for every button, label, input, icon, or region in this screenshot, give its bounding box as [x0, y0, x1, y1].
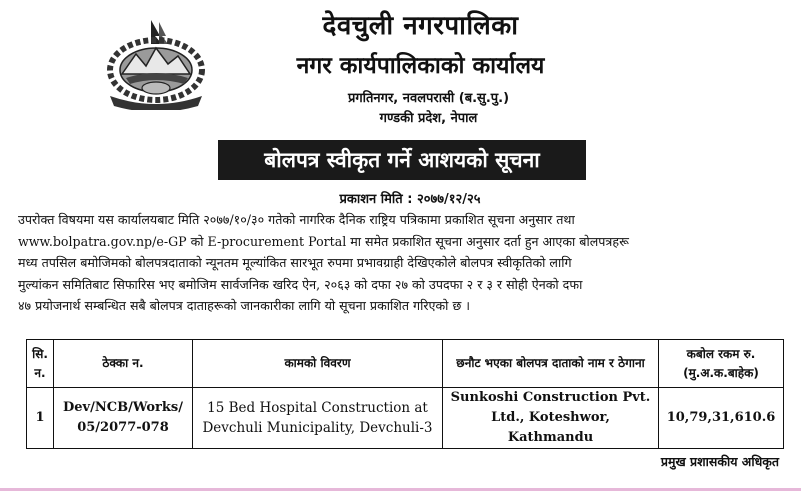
body-line: www.bolpatra.gov.np/e-GP को E-procurement Portal मा समेत प्रकाशित सूचना अनुसार दर्ता हुन आएका बोलपत्रहरू: [18, 233, 629, 249]
cell-amount: 10,79,31,610.6: [659, 388, 784, 449]
col-header-sn: सि. न.: [27, 340, 54, 388]
col-header-contract-no: ठेक्का न.: [54, 340, 193, 388]
office-address: प्रगतिनगर, नवलपरासी (ब.सु.पु.): [347, 91, 510, 106]
cell-description: 15 Bed Hospital Construction at Devchuli Municipality, Devchuli-3: [193, 388, 443, 449]
body-line: मध्य तपसिल बमोजिमको बोलपत्रदाताको न्यूनतम मूल्यांकित सारभूत रुपमा प्रभावग्राही देखिएकोले बोलपत्र स्वीकृतिको लागि: [18, 255, 572, 270]
office-province: गण्डकी प्रदेश, नेपाल: [379, 111, 478, 126]
publication-date: प्रकाशन मिति : २०७७/१२/२५: [339, 192, 481, 207]
bid-table: [26, 339, 784, 449]
col-header-description: कामको विवरण: [193, 340, 443, 388]
page-divider: [0, 488, 801, 491]
body-line: ४७ प्रयोजनार्थ सम्बन्धित सबै बोलपत्र दाताहरूको जानकारीका लागि यो सूचना प्रकाशित गरिएको छ ।: [18, 298, 471, 313]
cell-contract-no: Dev/NCB/Works/ 05/2077-078: [54, 388, 193, 449]
col-header-bidder: छनौट भएका बोलपत्र दाताको नाम र ठेगाना: [443, 340, 659, 388]
cell-bidder: Sunkoshi Construction Pvt. Ltd., Koteshwor, Kathmandu: [443, 388, 659, 449]
cell-sn: 1: [27, 388, 54, 449]
table-header-row: [27, 340, 784, 388]
office-name: नगर कार्यपालिकाको कार्यालय: [296, 53, 545, 79]
body-line: उपरोक्त विषयमा यस कार्यालयबाट मिति २०७७/१०/३० गतेको नागरिक दैनिक राष्ट्रिय पत्रिकामा प्रकाशित सूचना अनुसार तथा: [18, 212, 575, 227]
notice-title: बोलपत्र स्वीकृत गर्ने आशयको सूचना: [218, 140, 586, 180]
signoff: प्रमुख प्रशासकीय अधिकृत: [660, 454, 779, 469]
org-name: देवचुली नगरपालिका: [322, 11, 519, 41]
col-header-amount: कबोल रकम रु. (मु.अ.क.बाहेक): [659, 340, 784, 388]
notice-body: [18, 209, 784, 317]
body-line: मुल्यांकन समितिबाट सिफारिस भए बमोजिम सार्वजनिक खरिद ऐन, २०६३ को दफा २७ को उपदफा २ र ३ र सोही ऐनको दफा: [18, 276, 583, 292]
table-row: [27, 388, 784, 449]
